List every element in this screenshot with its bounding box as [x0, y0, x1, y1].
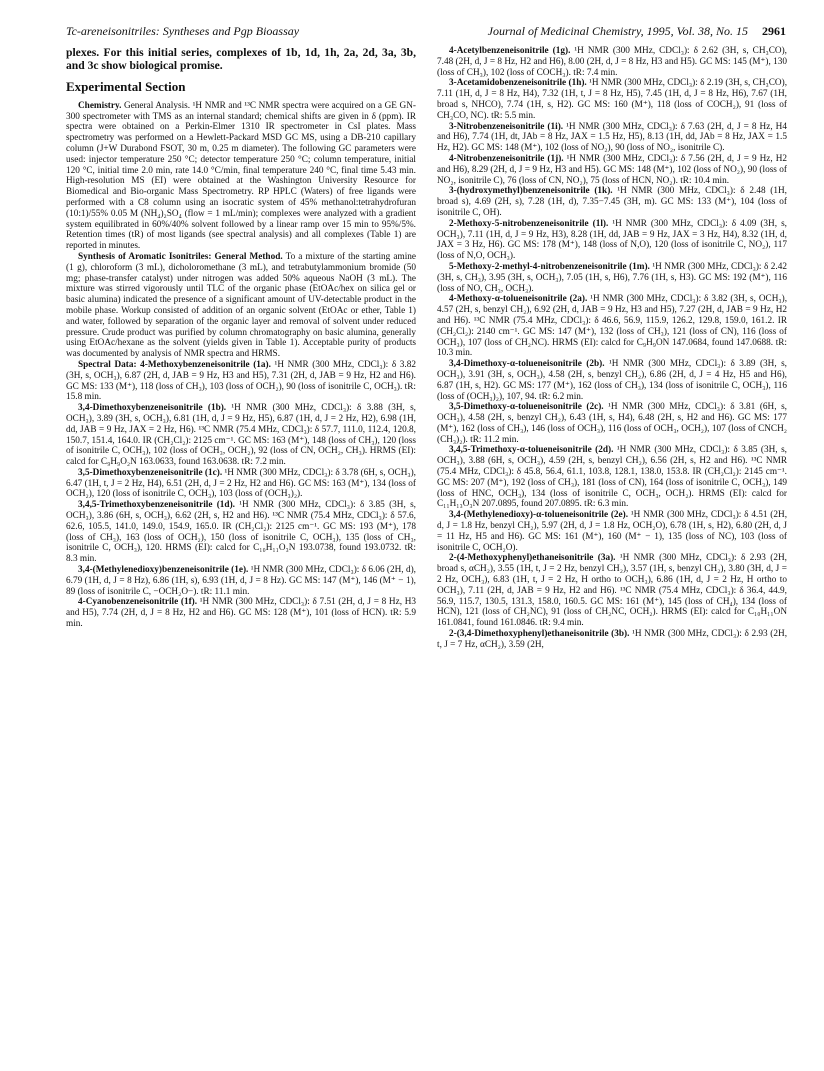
paragraph-body: ¹H NMR (300 MHz, CDCl₃): δ 3.89 (3H, s, OCH₃), 3.91 (3H, s, OCH₃), 4.58 (2H, s, benzyl CH₂), 6.86 (2H, d, J = 4 Hz, H5 and H6), 6.87 (1H, s, H2). GC MS: 177 (M⁺), 162 (loss of CH₃), 134 (loss of isonitrile C, OCH₃), 116 (loss of (OCH₃)₂), 107, 94. tR: 6.2 min. [437, 359, 787, 402]
paragraph [66, 500, 416, 565]
paragraph-title: 3,4-(Methylenedioxy)-α-tolueneisonitrile (2e). [449, 510, 629, 521]
paragraph [66, 403, 416, 468]
paragraph-body: ¹H NMR (300 MHz, CDCl₃): δ 4.09 (3H, s, OCH₃), 7.11 (1H, d, J = 9 Hz, H3), 8.28 (1H, dd, JAB = 9 Hz, JAX = 3 Hz, H4), 8.32 (1H, d, JAX = 3 Hz, H6). GC MS: 178 (M⁺), 148 (loss of N,O), 120 (loss of isonitrile C, NO₂), 117 (loss of N,O, OCH₃). [437, 218, 787, 262]
paragraph [66, 252, 416, 360]
running-header [66, 24, 786, 40]
paragraph-body: To a mixture of the starting amine (1 g), chloroform (3 mL), dicholoromethane (3 mL), and tetrabutylammonium bromide (50 mg; phase-transfer catalyst) under nitrogen was added 50% aqueous NaOH (3 mL). The mixture was stirred vigorously until TLC of the organic phase (EtOAc/hex on silica gel or basic alumina) indicated the presence of a significant amount of UV-detectable product in the mobile phase. Workup consisted of addition of an organic solvent (EtOAc or ether, Table 1) and water, followed by separation of the organic layer and removal of solvent under reduced pressure. Crude product was purified by column chromatography on basic alumina, generally using EtOAc/hexane as the solvent (yields given in Table 1). Acceptable purity of products was documented by analysis of NMR spectra and HRMS. [66, 251, 416, 360]
paragraph [437, 510, 787, 553]
paragraph-title: 3-Acetamidobenzeneisonitrile (1h). [449, 78, 587, 89]
paragraph-title: 5-Methoxy-2-methyl-4-nitrobenzeneisonitrile (1m). [449, 261, 650, 272]
paragraph [437, 186, 787, 218]
paragraph-body: ¹H NMR (300 MHz, CDCl₃): δ 3.85 (3H, s, OCH₃), 3.88 (6H, s, OCH₃), 4.59 (2H, s, benzyl CH₂), 6.56 (2H, s, H2 and H6). ¹³C NMR (75.4 MHz, CDCl₃): δ 45.8, 56.4, 61.1, 103.8, 128.1, 138.0, 153.8. IR (CH₂Cl₂): 2145 cm⁻¹. GC MS: 207 (M⁺), 192 (loss of CH₃), 181 (loss of CN), 164 (loss of isonitrile C, OCH₃), 149 (loss of HNC, OCH₃), 134 (loss of isonitrile C, OCH₃, OCH₂). HRMS (EI): calcd for C₁₁H₁₃O₃N 207.0895, found 207.0895. tR: 6.3 min. [437, 445, 787, 510]
paragraph-body: ¹H NMR (300 MHz, CDCl₃): δ 7.63 (2H, d, J = 8 Hz, H4 and H6), 7.74 (1H, dt, JAb = 8 Hz, JAX = 1.5 Hz, H5), 8.13 (1H, dd, JAb = 8 Hz, JAX = 1.5 Hz, H2). GC MS: 148 (M⁺), 102 (loss of NO₂), 90 (loss of NO₂, isonitrile C). [437, 121, 787, 154]
paragraph-body: ¹H NMR (300 MHz, CDCl₃): δ 6.06 (2H, d), 6.79 (1H, d, J = 8 Hz), 6.86 (1H, s), 6.93 (1H, d, J = 8 Hz). GC MS: 147 (M⁺), 146 (M⁺ − 1), 89 (loss of isonitrile C, −OCH₂O−). tR: 11.1 min. [66, 565, 416, 597]
paragraph-body: ¹H NMR (300 MHz, CDCl₃): δ 7.56 (2H, d, J = 9 Hz, H2 and H6), 8.29 (2H, d, J = 9 Hz, H3 and H5). GC MS: 148 (M⁺), 102 (loss of NO₂), 90 (loss of NO₂, isonitrile C), 76 (loss of CN, NO₂), 75 (loss of HCN, NO₂). tR: 10.4 min. [437, 153, 788, 186]
paragraph [437, 154, 787, 186]
paragraph-title: 2-(4-Methoxyphenyl)ethaneisonitrile (3a). [449, 553, 616, 564]
paragraph [66, 360, 416, 403]
paragraph-title: 3,5-Dimethoxy-α-tolueneisonitrile (2c). [449, 402, 604, 413]
paragraph-title: 2-(3,4-Dimethoxyphenyl)ethaneisonitrile (3b). [449, 629, 630, 640]
paragraph-title: 3,4,5-Trimethoxy-α-tolueneisonitrile (2d). [449, 445, 614, 456]
paragraph [437, 402, 787, 445]
paragraph-body: ¹H NMR (300 MHz, CDCl₃): δ 3.82 (3H, s, OCH₃), 6.87 (2H, d, JAB = 9 Hz, H3 and H5), 7.31 (2H, d, JAB = 9 Hz, H2 and H6). GC MS: 133 (M⁺), 118 (loss of CH₃), 103 (loss of OCH₂), 90 (loss of isonitrile C, OCH₃). tR: 15.8 min. [66, 359, 416, 403]
right-column [437, 46, 787, 651]
paragraph-title: Chemistry. [78, 100, 122, 111]
paragraph-body: ¹H NMR (300 MHz, CDCl₃): δ 2.42 (3H, s, CH₃), 3.95 (3H, s, OCH₃), 7.05 (1H, s, H6), 7.76 (1H, s, H3). GC MS: 192 (M⁺), 116 (loss of NO, CH₃, OCH₃). [437, 261, 787, 294]
running-title: Tc-areneisonitriles: Syntheses and Pgp Bioassay [66, 24, 300, 38]
paragraph [66, 565, 416, 597]
paragraph-title: 3-(hydroxymethyl)benzeneisonitrile (1k). [449, 186, 613, 197]
paragraph [437, 78, 787, 121]
paragraph-body: ¹H NMR (300 MHz, CDCl₃): δ 7.51 (2H, d, J = 8 Hz, H3 and H5), 7.74 (2H, d, J = 8 Hz, H2 and H6). GC MS: 128 (M⁺), 101 (loss of HCN). tR: 5.9 min. [66, 597, 416, 630]
paragraph-body: ¹H NMR (300 MHz, CDCl₃): δ 3.85 (3H, s, OCH₃), 3.86 (6H, s, OCH₃), 6.62 (2H, s, H2 and H6). ¹³C NMR (75.4 MHz, CDCl₃): δ 57.6, 62.6, 105.5, 141.0, 149.0, 154.9, 165.0. IR (CH₂Cl₂): 2125 cm⁻¹. GC MS: 193 (M⁺), 178 (loss of CH₃), 163 (loss of OCH₂), 150 (loss of isonitrile C, OCH₃), 135 (loss of CH₃, isonitrile C, OCH₃), 120. HRMS (EI): calcd for C₁₀H₁₁O₃N 193.0738, found 193.0732. tR: 8.3 min. [66, 500, 416, 565]
paragraph [437, 553, 787, 629]
paragraph-body: ¹H NMR (300 MHz, CDCl₃): δ 3.78 (6H, s, OCH₃), 6.47 (1H, t, J = 2 Hz, H4), 6.51 (2H, d, J = 2 Hz, H2 and H6). GC MS: 163 (M⁺), 134 (loss of OCH₂), 120 (loss of isonitrile C, OCH₃), 103 (loss of (OCH₃)₂). [66, 467, 416, 500]
paragraph-title: 3,4-(Methylenedioxy)benzeneisonitrile (1e). [78, 565, 249, 576]
paragraph-title: 3,5-Dimethoxybenzeneisonitrile (1c). [78, 467, 223, 478]
paragraph-title: 3-Nitrobenzeneisonitrile (1i). [449, 121, 564, 132]
paragraph-title: 2-Methoxy-5-nitrobenzeneisonitrile (1l). [449, 218, 609, 229]
paragraph [66, 468, 416, 500]
paragraph-title: 4-Methoxy-α-tolueneisonitrile (2a). [449, 294, 588, 305]
paragraph-body: ¹H NMR (300 MHz, CDCl₃): δ 2.19 (3H, s, CH₃CO), 7.11 (1H, d, J = 8 Hz, H4), 7.32 (1H, t, J = 8 Hz, H5), 7.45 (1H, d, J = 8 Hz, H6), 7.67 (1H, broad s, NHCO), 7.74 (1H, s, H2). GC MS: 160 (M⁺), 118 (loss of COCH₂), 91 (loss of CH₃CO, NC). tR: 5.5 min. [437, 78, 788, 121]
paragraph [437, 219, 787, 262]
paragraph [437, 262, 787, 294]
paragraph-title: 4-Acetylbenzeneisonitrile (1g). [449, 46, 571, 56]
paragraph-body: ¹H NMR (300 MHz, CDCl₃): δ 2.93 (2H, broad s, αCH₂), 3.55 (1H, t, J = 2 Hz, benzyl CH₂), 3.57 (1H, s, benzyl CH₂), 3.80 (3H, d, J = 2 Hz, OCH₃), 6.83 (1H, t, J = 2 Hz, H ortho to OCH₃), 6.86 (1H, d, J = 2 Hz, H ortho to OCH₃), 7.11 (2H, d, JAB = 9 Hz, H2 and H6). ¹³C NMR (75.4 MHz, CDCl₃): δ 36.4, 44.9, 56.9, 115.7, 130.5, 131.3, 158.0, 160.5. GC MS: 161 (M⁺), 145 (loss of CH₄), 134 (loss of HCN), 121 (loss of CH₂NC), 91 (loss of CH₂NC, OCH₂). HRMS (EI): calcd for C₁₀H₁₁ON 161.0841, found 161.0846. tR: 9.4 min. [437, 553, 787, 629]
paragraph-title: 3,4-Dimethoxy-α-tolueneisonitrile (2b). [449, 359, 605, 370]
paragraph-body: ¹H NMR (300 MHz, CDCl₃): δ 4.51 (2H, d, J = 1.8 Hz, benzyl CH₂), 5.97 (2H, d, J = 1.8 Hz, OCH₂O), 6.78 (1H, s, H2), 6.80 (2H, d, J = 11 Hz, H5 and H6). GC MS: 161 (M⁺), 160 (M⁺ − 1), 135 (loss of NC), 103 (loss of isonitrile C, OCH₂O). [437, 510, 788, 553]
page-number: 2961 [762, 24, 786, 38]
paragraph-body: ¹H NMR (300 MHz, CDCl₃): δ 3.81 (6H, s, OCH₃), 4.58 (2H, s, benzyl CH₂), 6.43 (1H, s, H4), 6.48 (2H, s, H2 and H6). GC MS: 177 (M⁺), 162 (loss of CH₃), 146 (loss of OCH₃), 116 (loss of OCH₃, OCH₂), 107 (loss of CNCH₂ (CH₃)₂). tR: 11.2 min. [437, 402, 787, 445]
paragraph [437, 629, 787, 651]
paragraph-body: ¹H NMR (300 MHz, CDCl₃): δ 2.93 (2H, t, J = 7 Hz, αCH₂), 3.59 (2H, [437, 629, 788, 650]
paragraph-body: ¹H NMR (300 MHz, CDCl₃): δ 3.82 (3H, s, OCH₃), 4.57 (2H, s, benzyl CH₂), 6.92 (2H, d, JAB = 9 Hz, H3 and H5), 7.27 (2H, d, JAB = 9 Hz, H2 and H6). ¹³C NMR (75.4 MHz, CDCl₃): δ 46.6, 56.9, 115.9, 126.2, 129.8, 159.0, 161.2. IR (CH₂Cl₂): 2140 cm⁻¹. GC MS: 147 (M⁺), 132 (loss of CH₃), 121 (loss of CN), 116 (loss of OCH₃), 107 (loss of CH₂NC). HRMS (EI): calcd for C₉H₉ON 147.0684, found 147.0688. tR: 10.3 min. [437, 294, 788, 359]
paragraph [437, 122, 787, 154]
left-column [66, 46, 416, 630]
paragraph-title: 4-Nitrobenzeneisonitrile (1j). [449, 153, 564, 164]
section-title: Experimental Section [66, 79, 186, 94]
paragraph-body: ¹H NMR (300 MHz, CDCl₃): δ 2.62 (3H, s, CH₃CO), 7.48 (2H, d, J = 8 Hz, H2 and H6), 8.00 (2H, d, J = 8 Hz, H3 and H5). GC MS: 145 (M⁺), 130 (loss of CH₃), 102 (loss of COCH₃). tR: 7.4 min. [437, 46, 787, 78]
paragraph [437, 359, 787, 402]
paragraph [437, 46, 787, 78]
paragraph [66, 101, 416, 252]
journal-name: Journal of Medicinal Chemistry, 1995, Vol. 38, No. 15 [487, 24, 748, 38]
intro-paragraph: plexes. For this initial series, complexes of 1b, 1d, 1h, 2a, 2d, 3a, 3b, and 3c show biological promise. [66, 46, 416, 72]
paragraph-title: Spectral Data: 4-Methoxybenzeneisonitrile (1a). [78, 359, 271, 370]
paragraph-title: 3,4,5-Trimethoxybenzeneisonitrile (1d). [78, 500, 235, 511]
paragraph [437, 294, 787, 359]
paragraph-body: ¹H NMR (300 MHz, CDCl₃): δ 2.48 (1H, broad s), 4.69 (2H, s), 7.28 (1H, d), 7.35−7.45 (3H, m). GC MS: 133 (M⁺), 104 (loss of isonitrile C, OH). [437, 186, 787, 218]
paragraph-title: 4-Cyanobenzeneisonitrile (1f). [78, 597, 198, 608]
paragraph-title: 3,4-Dimethoxybenzeneisonitrile (1b). [78, 403, 227, 414]
paragraph-body: ¹H NMR (300 MHz, CDCl₃): δ 3.88 (3H, s, OCH₃), 3.89 (3H, s, OCH₃), 6.81 (1H, d, J = 9 Hz, H5), 6.87 (1H, d, J = 2 Hz, H2), 6.98 (1H, dd, JAB = 9 Hz, JAX = 2 Hz, H6). ¹³C NMR (75.4 MHz, CDCl₃): δ 57.7, 111.0, 112.4, 120.8, 150.7, 151.4, 164.0. IR (CH₂Cl₂): 2125 cm⁻¹. GC MS: 163 (M⁺), 148 (loss of CH₃), 120 (loss of isonitrile C, OCH₃), 102 (loss of OCH₃, OCH₂), 92 (loss of CN, OCH₂, CH₃). HRMS (EI): calcd for C₉H₉O₂N 163.0633, found 163.0638. tR: 7.2 min. [66, 403, 416, 468]
paragraph-title: Synthesis of Aromatic Isonitriles: General Method. [78, 251, 283, 262]
paragraph-body: General Analysis. ¹H NMR and ¹³C NMR spectra were acquired on a GE GN-300 spectrometer with TMS as an internal standard; chemical shifts are given in δ (ppm). IR spectra were obtained on a Perkin-Elmer 1310 IR spectrometer in CsI plates. Mass spectrometry was performed on a Hewlett-Packard MSD GC MS, using a DB-210 capillary column (J+W Durabond FSOT, 30 m, 0.25 m diameter). The following GC parameters were used: injector temperature 250 °C; detector temperature 250 °C; column temperature, initial 120 °C, initial time 2.0 min, rate 14.0 °C/min, final temperature 240 °C, final time 5.43 min. High-resolution MS (EI) were obtained at the Washington University Resource for Biomedical and Bio-organic Mass Spectrometry. RP HPLC (Waters) of free ligands were performed with a C8 column using an isocratic system of 45% methanol:tetrahydrofuran (10:1)/55% 0.05 M (NH₄)₂SO₄ (flow = 1 mL/min); complexes were analyzed with a gradient system equilibrated in 60%/40% solvent followed by a linear ramp over 15 min to 95%/5%. Retention times (tR) of most ligands (see spectral analysis) and all complexes (Table 1) are reported in minutes. [66, 100, 416, 252]
paragraph [66, 597, 416, 629]
paragraph [437, 445, 787, 510]
journal-citation [488, 24, 786, 39]
